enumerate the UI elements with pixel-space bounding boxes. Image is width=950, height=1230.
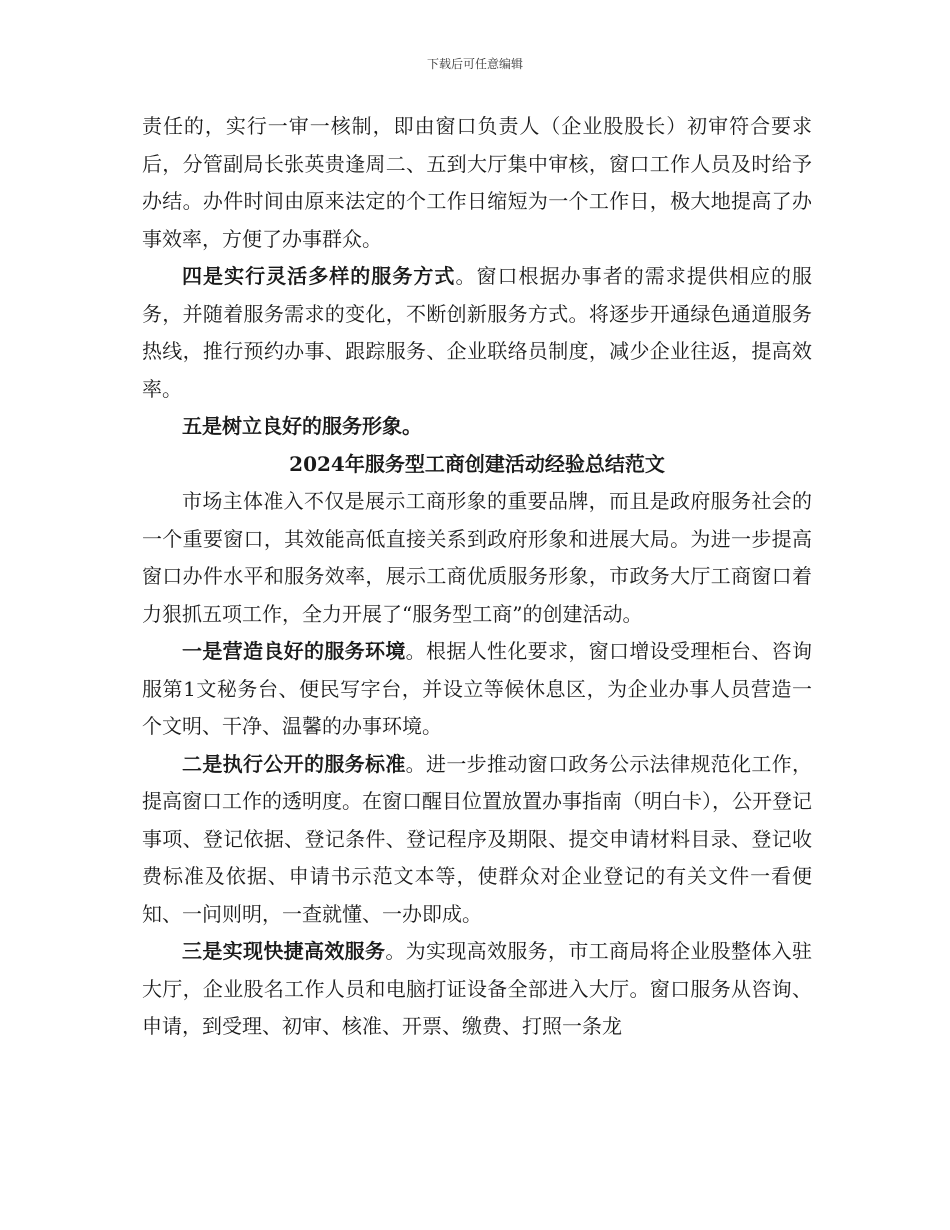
paragraph: 市场主体准入不仅是展示工商形象的重要品牌，而且是政府服务社会的一个重要窗口，其效能高低直接关系到政府形象和进展大局。为进一步提高窗口办件水平和服务效率，展示工商优质服务形象，市政务大厅工商窗口着力狠抓五项工作，全力开展了“服务型工商”的创建活动。 [142, 489, 812, 626]
paragraph-lead: 三是实现快捷高效服务 [182, 939, 386, 963]
paragraph-text: 。进一步推动窗口政务公示法律规范化工作，提高窗口工作的透明度。在窗口醒目位置放置办事指南（明白卡），公开登记事项、登记依据、登记条件、登记程序及期限、提交申请材料目录、登记收费标准及依据、申请书示范文本等，使群众对企业登记的有关文件一看便知、一问则明，一查就懂、一办即成。 [142, 751, 813, 926]
paragraph-lead: 一是营造良好的服务环境 [182, 639, 406, 663]
paragraph-text: 。根据人性化要求，窗口增设受理柜台、咨询服第1文秘务台、便民写字台，并设立等候休息区，为企业办事人员营造一个文明、干净、温馨的办事环境。 [142, 639, 813, 738]
paragraph [142, 258, 812, 408]
paragraph-text: 。窗口根据办事者的需求提供相应的服务，并随着服务需求的变化，不断创新服务方式。将逐步开通绿色通道服务热线，推行预约办事、跟踪服务、企业联络员制度，减少企业往返，提高效率。 [142, 264, 813, 401]
paragraph [142, 633, 812, 746]
paragraph-lead: 二是执行公开的服务标准 [182, 751, 406, 776]
paragraph [142, 933, 812, 1046]
article-title: 2024年服务型工商创建活动经验总结范文 [289, 451, 665, 476]
paragraph-text: 。为实现高效服务，市工商局将企业股整体入驻大厅，企业股名工作人员和电脑打证设备全部进入大厅。窗口服务从咨询、申请，到受理、初审、核准、开票、缴费、打照一条龙 [142, 939, 813, 1038]
document-body [142, 108, 812, 1046]
paragraph: 责任的，实行一审一核制，即由窗口负责人（企业股股长）初审符合要求后，分管副局长张英贵逢周二、五到大厅集中审核，窗口工作人员及时给予办结。办件时间由原来法定的个工作日缩短为一个工作日，极大地提高了办事效率，方便了办事群众。 [142, 114, 812, 251]
paragraph-lead: 五是树立良好的服务形象。 [182, 414, 422, 438]
paragraph-lead: 四是实行灵活多样的服务方式 [182, 264, 456, 288]
paragraph [142, 746, 812, 934]
page-header: 下载后可任意编辑 [426, 57, 523, 71]
